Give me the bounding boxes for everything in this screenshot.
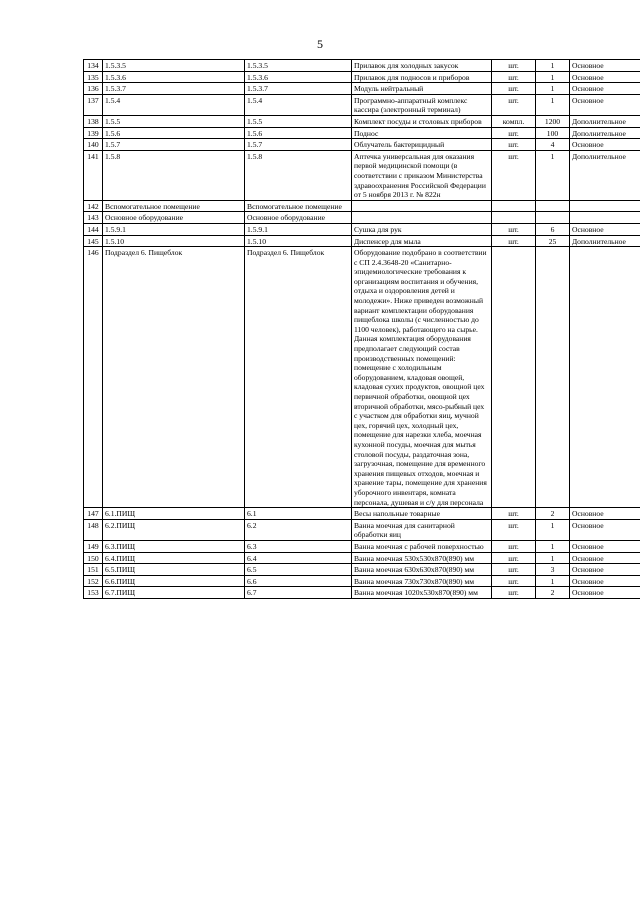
- row-number: 139: [84, 127, 103, 139]
- row-code: 1.5.6: [103, 127, 245, 139]
- row-quantity: 1: [536, 94, 570, 115]
- row-subcode: 1.5.10: [245, 235, 352, 247]
- row-type: Основное: [570, 508, 640, 520]
- row-subcode: 1.5.3.7: [245, 83, 352, 95]
- table-row: [84, 508, 640, 520]
- row-unit: шт.: [492, 587, 536, 599]
- row-number: 153: [84, 587, 103, 599]
- table-row: [84, 71, 640, 83]
- row-code: 6.3.ПИЩ: [103, 540, 245, 552]
- row-number: 150: [84, 552, 103, 564]
- row-subcode: Вспомогательное помещение: [245, 200, 352, 212]
- row-unit: шт.: [492, 94, 536, 115]
- row-type: Дополнительное: [570, 150, 640, 200]
- row-name: Облучатель бактерицидный: [352, 139, 492, 151]
- row-code: 1.5.7: [103, 139, 245, 151]
- row-subcode: 1.5.4: [245, 94, 352, 115]
- row-quantity: 1: [536, 519, 570, 540]
- row-type: Основное: [570, 575, 640, 587]
- row-name: Ванна моечная с рабочей поверхностью: [352, 540, 492, 552]
- row-type: Основное: [570, 71, 640, 83]
- row-unit: шт.: [492, 83, 536, 95]
- row-subcode: 6.7: [245, 587, 352, 599]
- row-number: 143: [84, 212, 103, 224]
- row-name: Ванна моечная для санитарной обработки яиц: [352, 519, 492, 540]
- table-body: [84, 60, 640, 599]
- row-subcode: 6.3: [245, 540, 352, 552]
- row-name: Оборудование подобрано в соответствии с СП 2.4.3648-20 «Санитарно-эпидемиологические требования к организациям воспитания и обучения, отдыха и оздоровления детей и молодежи». Ниже приведен возможный вариант комплектации оборудования пищеблока школы (с численностью до 1100 человек), работающего на сырье. Данная комплектация оборудования предполагает следующий состав производственных помещений: помещение с холодильным оборудованием, кладовая овощей, кладовая сухих продуктов, овощной цех первичной обработки, овощной цех вторичной обработки, мясо-рыбный цех с участком для обработки яиц, мучной цех, горячий цех, холодный цех, помещение для нарезки хлеба, моечная кухонной посуды, моечная для мытья столовой посуды, раздаточная зона, загрузочная, помещение для временного хранения пищевых отходов, моечная и хранение тары, помещение для хранения уборочного инвентаря, комната персонала, душевая и с/у для персонала: [352, 247, 492, 508]
- row-quantity: 1: [536, 575, 570, 587]
- row-code: 1.5.3.7: [103, 83, 245, 95]
- row-code: 1.5.8: [103, 150, 245, 200]
- row-type: Основное: [570, 552, 640, 564]
- row-number: 142: [84, 200, 103, 212]
- row-name: Диспенсер для мыла: [352, 235, 492, 247]
- row-name: Прилавок для подносов и приборов: [352, 71, 492, 83]
- row-subcode: 1.5.5: [245, 115, 352, 127]
- row-quantity: 100: [536, 127, 570, 139]
- row-code: 1.5.5: [103, 115, 245, 127]
- row-name: Весы напольные товарные: [352, 508, 492, 520]
- row-type: [570, 200, 640, 212]
- row-subcode: 1.5.8: [245, 150, 352, 200]
- table-row: [84, 94, 640, 115]
- row-subcode: 6.6: [245, 575, 352, 587]
- row-number: 141: [84, 150, 103, 200]
- row-quantity: 2: [536, 587, 570, 599]
- table-row: [84, 60, 640, 72]
- table-row: [84, 200, 640, 212]
- row-number: 144: [84, 223, 103, 235]
- row-quantity: 1: [536, 540, 570, 552]
- row-code: 1.5.9.1: [103, 223, 245, 235]
- row-number: 146: [84, 247, 103, 508]
- page-number: 5: [317, 37, 323, 51]
- row-unit: шт.: [492, 575, 536, 587]
- row-number: 149: [84, 540, 103, 552]
- row-quantity: 1200: [536, 115, 570, 127]
- row-unit: шт.: [492, 139, 536, 151]
- table-row: [84, 540, 640, 552]
- row-number: 145: [84, 235, 103, 247]
- row-unit: шт.: [492, 71, 536, 83]
- table-row: [84, 115, 640, 127]
- row-quantity: 1: [536, 83, 570, 95]
- row-type: Основное: [570, 519, 640, 540]
- row-code: 6.4.ПИЩ: [103, 552, 245, 564]
- row-name: Поднос: [352, 127, 492, 139]
- row-code: Основное оборудование: [103, 212, 245, 224]
- row-unit: шт.: [492, 150, 536, 200]
- row-subcode: 6.1: [245, 508, 352, 520]
- row-code: 6.6.ПИЩ: [103, 575, 245, 587]
- row-quantity: [536, 247, 570, 508]
- row-number: 135: [84, 71, 103, 83]
- row-number: 137: [84, 94, 103, 115]
- table-row: [84, 247, 640, 508]
- row-number: 148: [84, 519, 103, 540]
- row-type: Дополнительное: [570, 115, 640, 127]
- row-quantity: 6: [536, 223, 570, 235]
- row-type: Дополнительное: [570, 235, 640, 247]
- row-quantity: 1: [536, 71, 570, 83]
- table-row: [84, 212, 640, 224]
- row-code: Вспомогательное помещение: [103, 200, 245, 212]
- row-quantity: 4: [536, 139, 570, 151]
- row-number: 134: [84, 60, 103, 72]
- row-quantity: [536, 212, 570, 224]
- row-unit: шт.: [492, 235, 536, 247]
- row-name: Ванна моечная 730x730x870(890) мм: [352, 575, 492, 587]
- row-quantity: 1: [536, 150, 570, 200]
- row-type: [570, 247, 640, 508]
- row-number: 140: [84, 139, 103, 151]
- row-subcode: Подраздел 6. Пищеблок: [245, 247, 352, 508]
- row-number: 138: [84, 115, 103, 127]
- row-unit: шт.: [492, 540, 536, 552]
- row-code: 1.5.3.5: [103, 60, 245, 72]
- row-quantity: 1: [536, 60, 570, 72]
- table-row: [84, 150, 640, 200]
- row-name: [352, 200, 492, 212]
- row-type: Основное: [570, 139, 640, 151]
- row-name: Сушка для рук: [352, 223, 492, 235]
- row-code: 1.5.4: [103, 94, 245, 115]
- row-code: 1.5.10: [103, 235, 245, 247]
- row-name: Аптечка универсальная для оказания первой медицинской помощи (в соответствии с приказом Министерства здравоохранения Российской Федерации от 5 ноября 2013 г. № 822н: [352, 150, 492, 200]
- row-unit: шт.: [492, 552, 536, 564]
- row-subcode: 1.5.3.6: [245, 71, 352, 83]
- row-unit: шт.: [492, 127, 536, 139]
- row-subcode: 6.2: [245, 519, 352, 540]
- row-code: Подраздел 6. Пищеблок: [103, 247, 245, 508]
- row-name: Комплект посуды и столовых приборов: [352, 115, 492, 127]
- row-unit: шт.: [492, 519, 536, 540]
- table-row: [84, 587, 640, 599]
- table-row: [84, 127, 640, 139]
- row-subcode: Основное оборудование: [245, 212, 352, 224]
- row-type: Основное: [570, 587, 640, 599]
- row-quantity: [536, 200, 570, 212]
- table-row: [84, 519, 640, 540]
- row-subcode: 1.5.9.1: [245, 223, 352, 235]
- row-type: Основное: [570, 94, 640, 115]
- table-row: [84, 223, 640, 235]
- row-quantity: 1: [536, 552, 570, 564]
- row-subcode: 1.5.3.5: [245, 60, 352, 72]
- row-number: 152: [84, 575, 103, 587]
- table-row: [84, 564, 640, 576]
- row-type: Основное: [570, 60, 640, 72]
- row-type: Основное: [570, 83, 640, 95]
- row-name: [352, 212, 492, 224]
- row-name: Программно-аппаратный комплекс кассира (электронный терминал): [352, 94, 492, 115]
- row-quantity: 3: [536, 564, 570, 576]
- row-code: 6.1.ПИЩ: [103, 508, 245, 520]
- row-code: 1.5.3.6: [103, 71, 245, 83]
- row-type: Основное: [570, 223, 640, 235]
- table-row: [84, 552, 640, 564]
- row-code: 6.5.ПИЩ: [103, 564, 245, 576]
- row-type: Дополнительное: [570, 127, 640, 139]
- row-name: Модуль нейтральный: [352, 83, 492, 95]
- row-number: 151: [84, 564, 103, 576]
- table-row: [84, 139, 640, 151]
- table-row: [84, 575, 640, 587]
- equipment-table: [83, 59, 640, 599]
- row-unit: шт.: [492, 60, 536, 72]
- row-quantity: 25: [536, 235, 570, 247]
- row-number: 136: [84, 83, 103, 95]
- row-unit: [492, 200, 536, 212]
- table-row: [84, 83, 640, 95]
- row-unit: шт.: [492, 508, 536, 520]
- row-unit: [492, 212, 536, 224]
- row-unit: шт.: [492, 223, 536, 235]
- row-subcode: 6.4: [245, 552, 352, 564]
- row-name: Ванна моечная 630x630x870(890) мм: [352, 564, 492, 576]
- row-name: Ванна моечная 1020x530x870(890) мм: [352, 587, 492, 599]
- row-code: 6.2.ПИЩ: [103, 519, 245, 540]
- row-subcode: 1.5.6: [245, 127, 352, 139]
- row-number: 147: [84, 508, 103, 520]
- row-name: Ванна моечная 530x530x870(890) мм: [352, 552, 492, 564]
- row-name: Прилавок для холодных закусок: [352, 60, 492, 72]
- row-unit: компл.: [492, 115, 536, 127]
- table-row: [84, 235, 640, 247]
- row-type: [570, 212, 640, 224]
- row-unit: [492, 247, 536, 508]
- row-code: 6.7.ПИЩ: [103, 587, 245, 599]
- row-quantity: 2: [536, 508, 570, 520]
- row-type: Основное: [570, 540, 640, 552]
- row-unit: шт.: [492, 564, 536, 576]
- row-subcode: 1.5.7: [245, 139, 352, 151]
- row-type: Основное: [570, 564, 640, 576]
- row-subcode: 6.5: [245, 564, 352, 576]
